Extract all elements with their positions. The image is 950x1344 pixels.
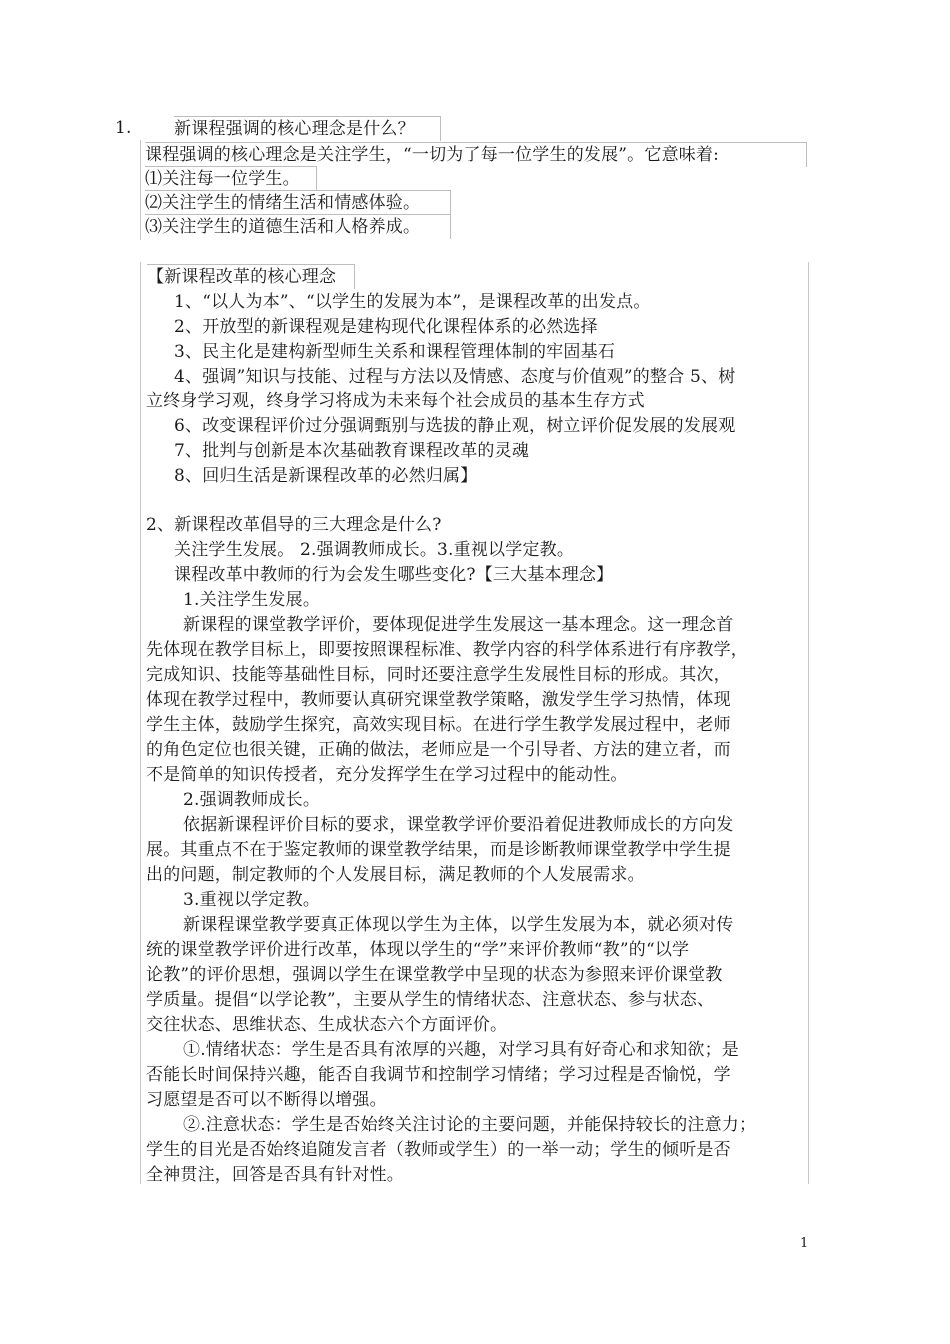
paragraph-line: 不是简单的知识传授者，充分发挥学生在学习过程中的能动性。 bbox=[146, 765, 628, 785]
table-border-left bbox=[140, 140, 141, 240]
paragraph-line: 统的课堂教学评价进行改革，体现以学生的“学”来评价教师“教”的“以学 bbox=[146, 940, 690, 960]
point-1: ⑴关注每一位学生。 bbox=[145, 166, 317, 191]
paragraph-line: 出的问题，制定教师的个人发展目标，满足教师的个人发展需求。 bbox=[146, 865, 645, 885]
paragraph-line: 习愿望是否可以不断得以增强。 bbox=[146, 1090, 387, 1110]
paragraph-line: 学生的目光是否始终追随发言者（教师或学生）的一举一动；学生的倾听是否 bbox=[146, 1140, 731, 1160]
core-concept-item: 2、开放型的新课程观是建构现代化课程体系的必然选择 bbox=[174, 317, 598, 337]
paragraph-line: 新课程课堂教学要真正体现以学生为主体，以学生发展为本，就必须对传 bbox=[183, 915, 734, 935]
page-number: 1 bbox=[800, 1236, 809, 1251]
paragraph-line: 依据新课程评价目标的要求，课堂教学评价要沿着促进教师成长的方向发 bbox=[183, 815, 734, 835]
section2-summary: 关注学生发展。 2.强调教师成长。3.重视以学定教。 bbox=[174, 540, 575, 560]
core-concept-item: 1、“以人为本”、“以学生的发展为本”，是课程改革的出发点。 bbox=[174, 292, 651, 312]
core-concept-item: 3、民主化是建构新型师生关系和课程管理体制的牢固基石 bbox=[174, 342, 616, 362]
paragraph-line: 先体现在教学目标上，即要按照课程标准、教学内容的科学体系进行有序教学， bbox=[146, 640, 748, 660]
core-concept-item: 6、改变课程评价过分强调甄别与选拔的静止观，树立评价促发展的发展观 bbox=[174, 416, 736, 436]
heading-student-development: 1.关注学生发展。 bbox=[183, 590, 321, 610]
core-concept-item: 4、强调”知识与技能、过程与方法以及情感、态度与价值观”的整合 5、树 bbox=[174, 367, 736, 387]
paragraph-line: 完成知识、技能等基础性目标，同时还要注意学生发展性目标的形成。其次， bbox=[146, 665, 731, 685]
answer-intro: 课程强调的核心理念是关注学生，“一切为了每一位学生的发展”。它意味着: bbox=[145, 142, 807, 167]
paragraph-line: 展。其重点不在于鉴定教师的课堂教学结果，而是诊断教师课堂教学中学生提 bbox=[146, 840, 731, 860]
point-2: ⑵关注学生的情绪生活和情感体验。 bbox=[145, 190, 451, 215]
core-concepts-title: 【新课程改革的核心理念 bbox=[147, 264, 355, 289]
paragraph-line: 学生主体，鼓励学生探究，高效实现目标。在进行学生教学发展过程中，老师 bbox=[146, 715, 731, 735]
paragraph-line: 的角色定位也很关键，正确的做法，老师应是一个引导者、方法的建立者，而 bbox=[146, 740, 731, 760]
table-border-right bbox=[808, 262, 809, 1184]
question-title: 新课程强调的核心理念是什么？ bbox=[174, 116, 441, 141]
table-border-left bbox=[140, 262, 141, 1184]
point-3: ⑶关注学生的道德生活和人格养成。 bbox=[145, 214, 451, 239]
section2-question: 2、新课程改革倡导的三大理念是什么? bbox=[146, 515, 442, 535]
core-concept-item: 7、批判与创新是本次基础教育课程改革的灵魂 bbox=[174, 441, 530, 461]
paragraph-line: 否能长时间保持兴趣，能否自我调节和控制学习情绪；学习过程是否愉悦，学 bbox=[146, 1065, 731, 1085]
heading-teacher-growth: 2.强调教师成长。 bbox=[183, 790, 321, 810]
question-number: 1. bbox=[115, 118, 132, 138]
paragraph-line: ①.情绪状态：学生是否具有浓厚的兴趣，对学习具有好奇心和求知欲；是 bbox=[183, 1040, 740, 1060]
paragraph-line: 交往状态、思维状态、生成状态六个方面评价。 bbox=[146, 1015, 508, 1035]
core-concept-item: 立终身学习观，终身学习将成为未来每个社会成员的基本生存方式 bbox=[146, 391, 645, 411]
section2-subquestion: 课程改革中教师的行为会发生哪些变化?【三大基本理念】 bbox=[174, 565, 614, 585]
paragraph-line: 全神贯注，回答是否具有针对性。 bbox=[146, 1165, 404, 1185]
paragraph-line: 新课程的课堂教学评价，要体现促进学生发展这一基本理念。这一理念首 bbox=[183, 615, 734, 635]
paragraph-line: 学质量。提倡“以学论教”，主要从学生的情绪状态、注意状态、参与状态、 bbox=[146, 990, 715, 1010]
paragraph-line: 体现在教学过程中，教师要认真研究课堂教学策略，激发学生学习热情，体现 bbox=[146, 690, 731, 710]
heading-learning-based-teaching: 3.重视以学定教。 bbox=[183, 890, 321, 910]
core-concept-item: 8、回归生活是新课程改革的必然归属】 bbox=[174, 466, 478, 486]
paragraph-line: 论教”的评价思想，强调以学生在课堂教学中呈现的状态为参照来评价课堂教 bbox=[146, 965, 723, 985]
paragraph-line: ②.注意状态：学生是否始终关注讨论的主要问题，并能保持较长的注意力； bbox=[183, 1115, 757, 1135]
